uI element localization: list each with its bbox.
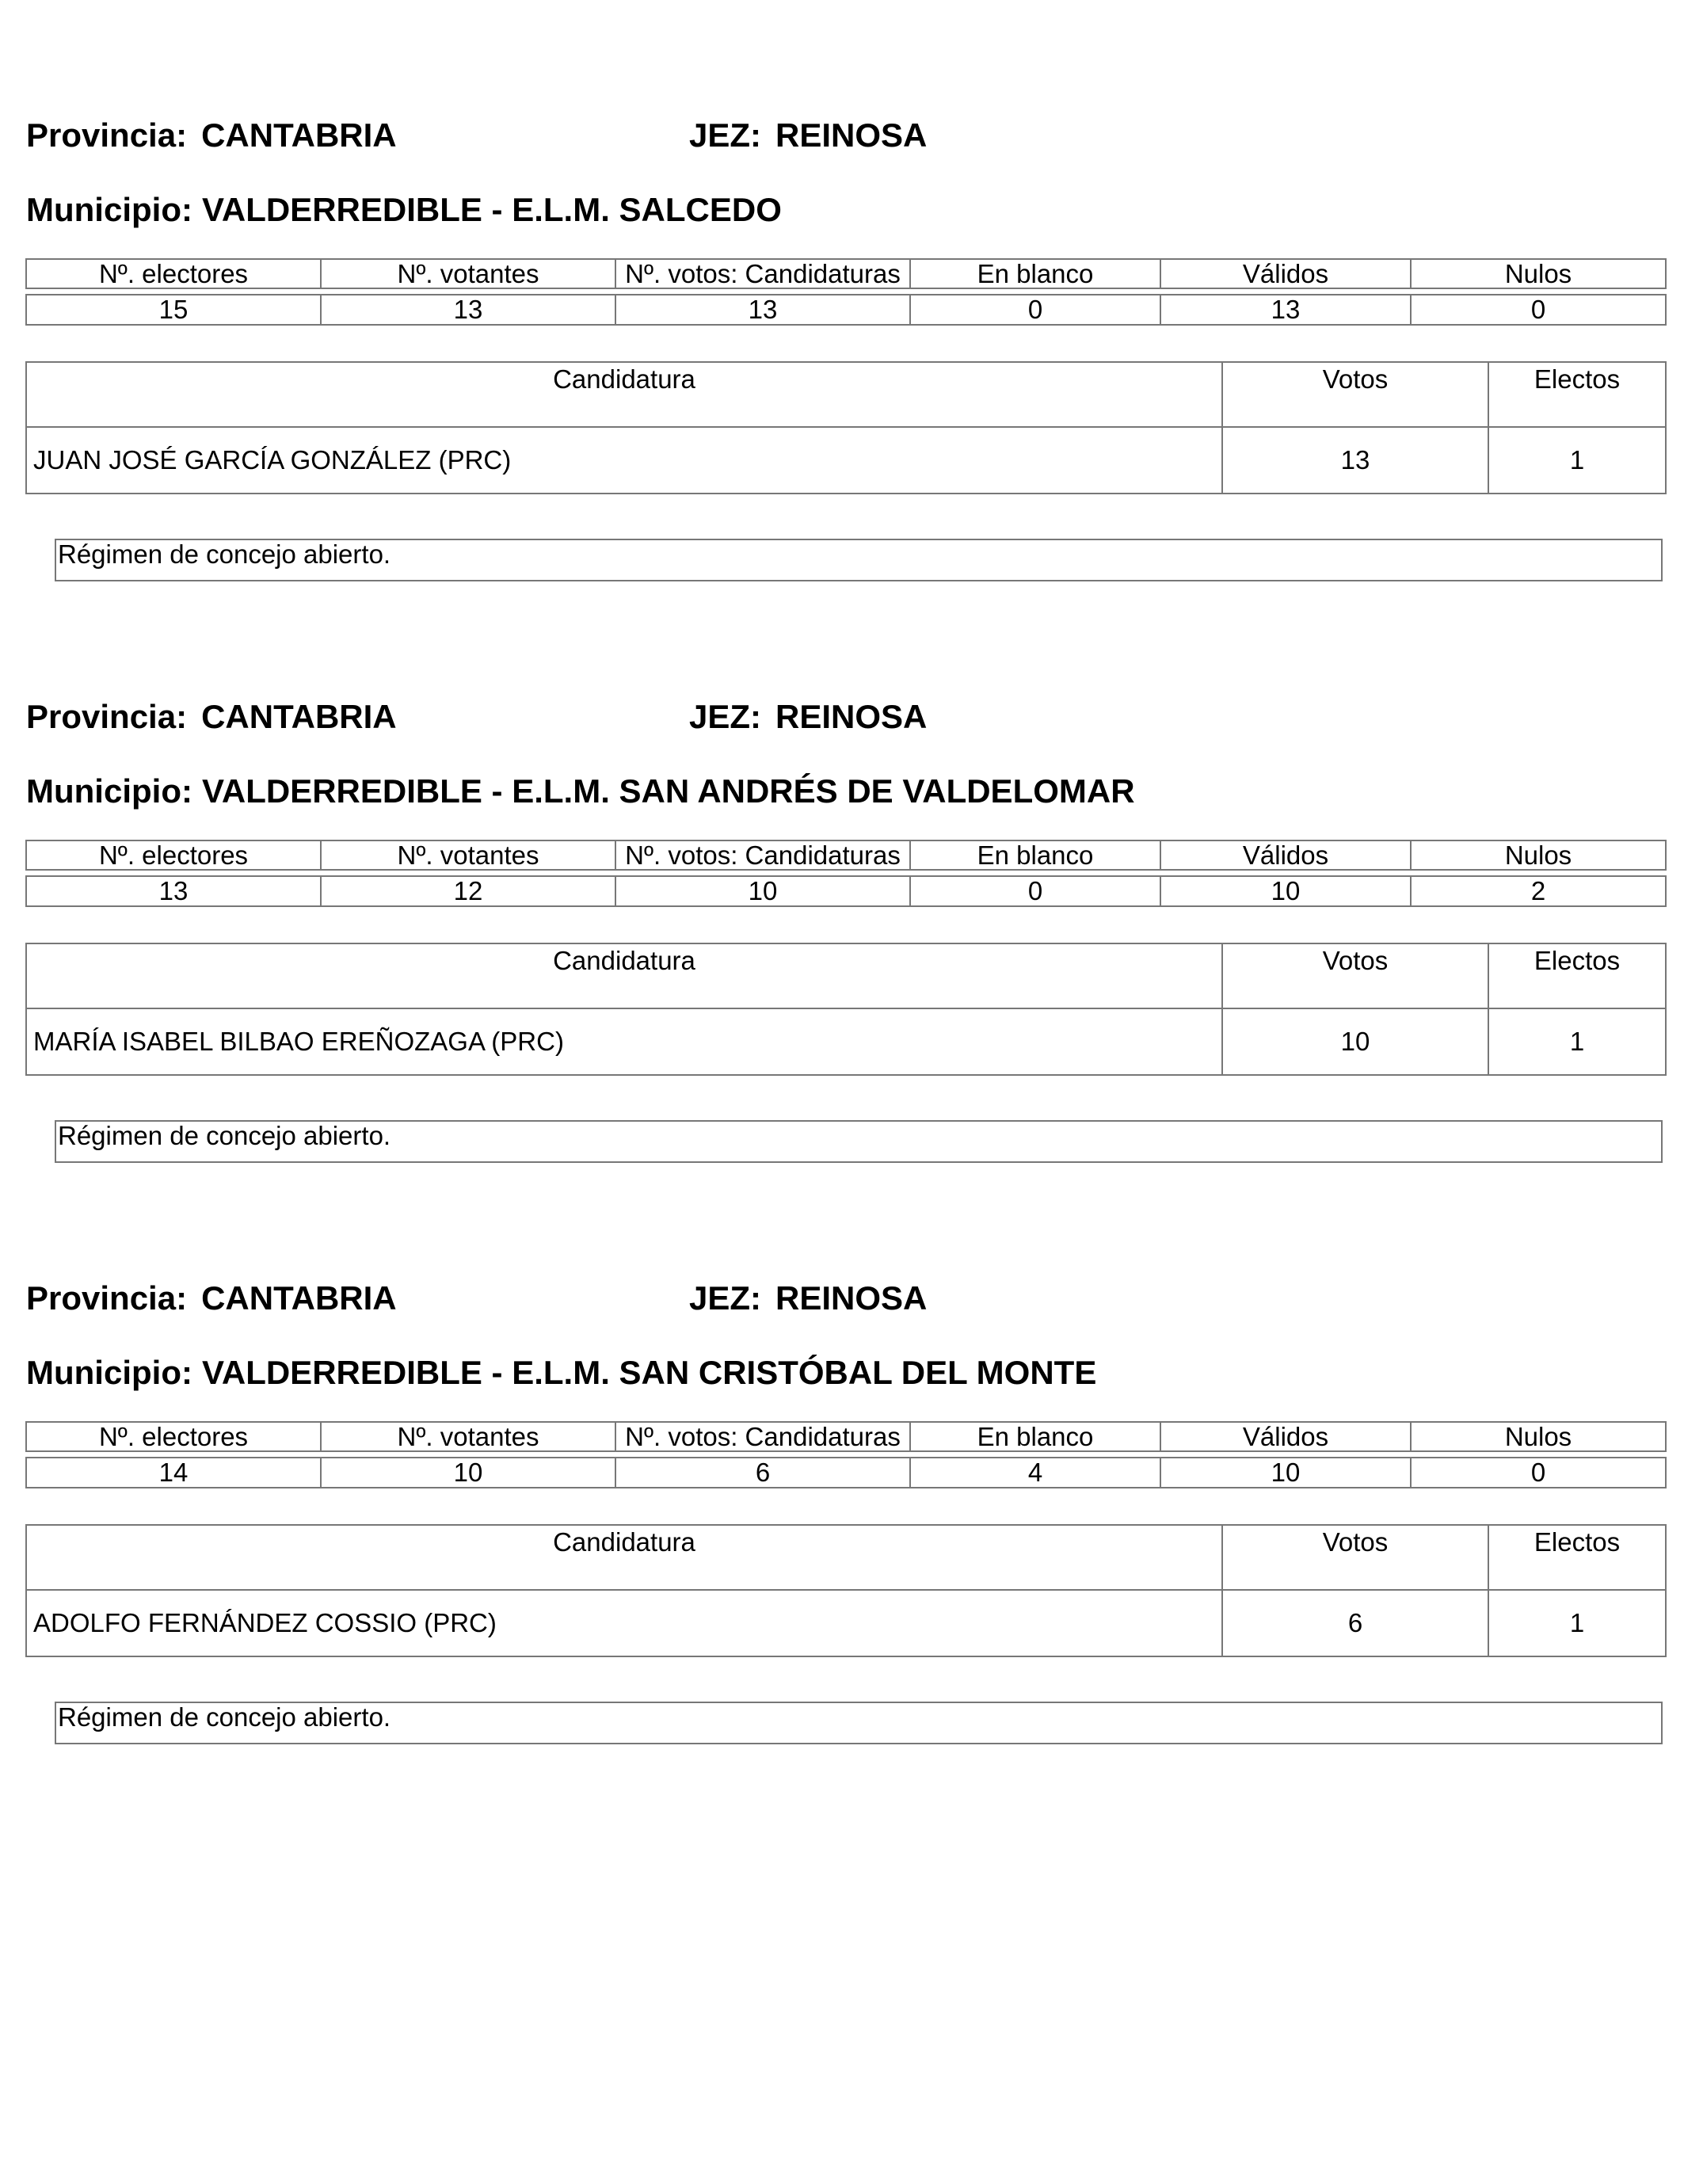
provincia-line [26,1279,397,1317]
stats-value-validos: 13 [1160,295,1411,325]
candidate-electos: 1 [1488,1008,1666,1075]
candidate-electos: 1 [1488,1590,1666,1656]
stats-value-votos-candidaturas: 6 [615,1458,910,1488]
stats-value-electores: 15 [26,295,321,325]
candidate-votos: 13 [1222,427,1488,494]
jez-line [689,700,927,734]
stats-table [25,840,1667,907]
municipio-line [26,193,782,227]
candidatura-header: Candidatura [26,943,1222,1008]
stats-value-row [26,1458,1666,1488]
municipio-label: Municipio: [26,191,192,228]
stats-value-en-blanco: 4 [910,1458,1160,1488]
stats-value-nulos: 2 [1411,876,1666,906]
municipio-value: VALDERREDIBLE - E.L.M. SAN ANDRÉS DE VALDELOMAR [201,772,1135,810]
municipio-value: VALDERREDIBLE - E.L.M. SAN CRISTÓBAL DEL MONTE [201,1354,1097,1391]
stats-header-row [26,1422,1666,1451]
stats-value-nulos: 0 [1411,1458,1666,1488]
jez-line [689,116,928,154]
stats-header-votantes: Nº. votantes [321,1422,615,1451]
candidatura-header: Candidatura [26,1525,1222,1590]
stats-header-nulos: Nulos [1411,840,1666,870]
stats-header-validos: Válidos [1160,840,1411,870]
candidate-electos: 1 [1488,427,1666,494]
stats-value-en-blanco: 0 [910,295,1160,325]
provincia-value: CANTABRIA [201,698,397,735]
candidate-row [26,1590,1666,1656]
candidate-votos: 10 [1222,1008,1488,1075]
stats-header-validos: Válidos [1160,1422,1411,1451]
stats-header-row [26,840,1666,870]
candidate-table [25,361,1667,494]
electos-header: Electos [1488,1525,1666,1590]
stats-header-electores: Nº. electores [26,840,321,870]
stats-value-row [26,295,1666,325]
candidate-row [26,1008,1666,1075]
candidate-name: JUAN JOSÉ GARCÍA GONZÁLEZ (PRC) [26,427,1222,494]
stats-header-row [26,259,1666,288]
candidate-header-row [26,943,1666,1008]
stats-header-electores: Nº. electores [26,259,321,288]
provincia-label: Provincia: [26,698,188,735]
provincia-label: Provincia: [26,116,188,154]
stats-value-en-blanco: 0 [910,876,1160,906]
municipio-label: Municipio: [26,1354,192,1391]
jez-line [689,1279,928,1317]
stats-header-votantes: Nº. votantes [321,259,615,288]
candidate-votos: 6 [1222,1590,1488,1656]
stats-header-en-blanco: En blanco [910,840,1160,870]
votos-header: Votos [1222,362,1488,427]
provincia-line [26,116,397,154]
stats-header-nulos: Nulos [1411,259,1666,288]
municipio-line [26,1356,1096,1389]
regimen-note: Régimen de concejo abierto. [55,1702,1663,1744]
stats-header-electores: Nº. electores [26,1422,321,1451]
stats-header-votos-candidaturas: Nº. votos: Candidaturas [615,1422,910,1451]
candidate-header-row [26,362,1666,427]
stats-value-row [26,876,1666,906]
stats-header-nulos: Nulos [1411,1422,1666,1451]
jez-label: JEZ: [689,698,762,735]
provincia-line [26,700,397,734]
regimen-note: Régimen de concejo abierto. [55,539,1663,581]
candidate-table [25,943,1667,1076]
stats-header-en-blanco: En blanco [910,1422,1160,1451]
stats-header-validos: Válidos [1160,259,1411,288]
stats-value-votantes: 12 [321,876,615,906]
stats-value-electores: 13 [26,876,321,906]
stats-value-electores: 14 [26,1458,321,1488]
stats-value-votantes: 10 [321,1458,615,1488]
stats-table [25,258,1667,326]
jez-value: REINOSA [775,1279,928,1317]
stats-value-validos: 10 [1160,876,1411,906]
provincia-value: CANTABRIA [201,116,397,154]
stats-value-votos-candidaturas: 13 [615,295,910,325]
candidate-header-row [26,1525,1666,1590]
stats-header-votantes: Nº. votantes [321,840,615,870]
candidate-row [26,427,1666,494]
jez-value: REINOSA [775,698,928,735]
candidate-name: MARÍA ISABEL BILBAO EREÑOZAGA (PRC) [26,1008,1222,1075]
stats-table [25,1421,1667,1488]
municipio-line [26,772,1135,810]
stats-value-validos: 10 [1160,1458,1411,1488]
electos-header: Electos [1488,362,1666,427]
municipio-label: Municipio: [26,772,192,810]
stats-value-votantes: 13 [321,295,615,325]
jez-value: REINOSA [775,116,928,154]
candidate-table [25,1524,1667,1657]
votos-header: Votos [1222,943,1488,1008]
stats-value-votos-candidaturas: 10 [615,876,910,906]
candidate-name: ADOLFO FERNÁNDEZ COSSIO (PRC) [26,1590,1222,1656]
stats-value-nulos: 0 [1411,295,1666,325]
candidatura-header: Candidatura [26,362,1222,427]
stats-header-votos-candidaturas: Nº. votos: Candidaturas [615,259,910,288]
regimen-note: Régimen de concejo abierto. [55,1120,1663,1163]
stats-header-votos-candidaturas: Nº. votos: Candidaturas [615,840,910,870]
electos-header: Electos [1488,943,1666,1008]
jez-label: JEZ: [689,116,762,154]
stats-header-en-blanco: En blanco [910,259,1160,288]
jez-label: JEZ: [689,1279,762,1317]
provincia-label: Provincia: [26,1279,188,1317]
municipio-value: VALDERREDIBLE - E.L.M. SALCEDO [201,191,782,228]
provincia-value: CANTABRIA [201,1279,397,1317]
votos-header: Votos [1222,1525,1488,1590]
